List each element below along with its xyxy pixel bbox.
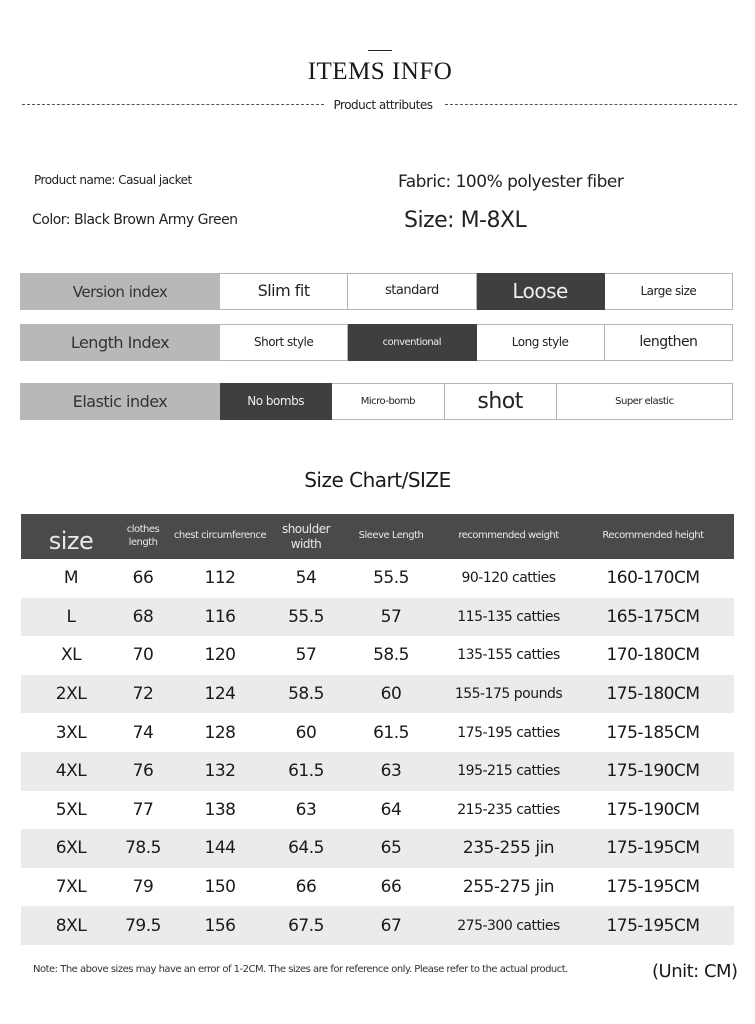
- cell-weight: 135-155 catties: [457, 647, 560, 664]
- size-chart-header-row: [21, 514, 734, 559]
- cell-weight: 235-255 jin: [445, 829, 572, 868]
- cell-weight: 215-235 catties: [457, 801, 560, 818]
- cell-clothes-length: 68: [121, 598, 165, 637]
- cell-size: 8XL: [21, 906, 121, 945]
- header-size: size: [21, 514, 121, 559]
- dashed-divider-right: [445, 104, 737, 105]
- cell-height: 160-170CM: [606, 568, 700, 589]
- cell-clothes-length: 70: [132, 645, 154, 666]
- cell-height: 170-180CM: [606, 645, 700, 666]
- header-sleeve-length: Sleeve Length: [337, 514, 445, 559]
- title-accent-line: [368, 50, 392, 51]
- cell-size: L: [21, 598, 121, 637]
- cell-size: 7XL: [55, 877, 87, 898]
- cell-height: 175-180CM: [572, 675, 734, 714]
- cell-sleeve: 63: [337, 752, 445, 791]
- cell-clothes-length: 74: [132, 722, 154, 743]
- size-chart-table: [21, 514, 734, 945]
- cell-shoulder: 63: [295, 799, 317, 820]
- cell-shoulder: 57: [295, 645, 317, 666]
- length-index-label: Length Index: [20, 324, 220, 361]
- unit-label: (Unit: CM): [652, 961, 738, 982]
- product-name: Product name: Casual jacket: [34, 173, 192, 187]
- elastic-option-super-elastic: Super elastic: [557, 383, 733, 420]
- cell-clothes-length: 78.5: [121, 829, 165, 868]
- cell-sleeve: 57: [337, 598, 445, 637]
- length-option-short-style: Short style: [220, 324, 348, 361]
- section-subtitle: Product attributes: [333, 98, 433, 112]
- table-row: [21, 791, 734, 830]
- version-index-label: Version index: [20, 273, 220, 310]
- header-shoulder-width: shoulder width: [275, 514, 337, 559]
- cell-clothes-length: 66: [132, 568, 154, 589]
- cell-height: 165-175CM: [572, 598, 734, 637]
- version-option-slim-fit: Slim fit: [220, 273, 348, 310]
- cell-shoulder: 61.5: [275, 752, 337, 791]
- cell-shoulder: 64.5: [275, 829, 337, 868]
- cell-size: 6XL: [21, 829, 121, 868]
- cell-chest: 124: [165, 675, 275, 714]
- cell-height: 175-190CM: [572, 752, 734, 791]
- cell-chest: 144: [165, 829, 275, 868]
- cell-sleeve: 67: [337, 906, 445, 945]
- header-chest-circumference: chest circumference: [165, 514, 275, 559]
- length-option-conventional-selected: conventional: [348, 324, 476, 361]
- elastic-option-shot: shot: [445, 383, 557, 420]
- size-chart-title: Size Chart/SIZE: [304, 468, 451, 492]
- cell-weight: 175-195 catties: [457, 724, 560, 741]
- elastic-option-no-bombs-selected: No bombs: [220, 383, 332, 420]
- cell-shoulder: 67.5: [275, 906, 337, 945]
- cell-weight: 155-175 pounds: [445, 675, 572, 714]
- cell-size: M: [63, 568, 79, 589]
- cell-shoulder: 54: [295, 568, 317, 589]
- product-size-range: Size: M-8XL: [404, 208, 527, 233]
- table-row: [21, 636, 734, 675]
- cell-shoulder: 66: [295, 877, 317, 898]
- length-option-long-style: Long style: [477, 324, 605, 361]
- cell-clothes-length: 76: [121, 752, 165, 791]
- cell-chest: 132: [165, 752, 275, 791]
- cell-size: 4XL: [21, 752, 121, 791]
- product-fabric: Fabric: 100% polyester fiber: [398, 172, 624, 192]
- cell-weight: 90-120 catties: [461, 570, 556, 587]
- cell-chest: 116: [165, 598, 275, 637]
- cell-shoulder: 60: [295, 722, 317, 743]
- cell-weight: 195-215 catties: [445, 752, 572, 791]
- cell-sleeve: 64: [380, 799, 402, 820]
- cell-chest: 120: [204, 645, 236, 666]
- version-option-loose-selected: Loose: [477, 273, 605, 310]
- version-option-standard: standard: [348, 273, 476, 310]
- cell-shoulder: 58.5: [275, 675, 337, 714]
- table-row: [21, 906, 734, 945]
- table-row: [21, 752, 734, 791]
- table-row: [21, 829, 734, 868]
- cell-size: XL: [60, 645, 82, 666]
- cell-size: 2XL: [21, 675, 121, 714]
- header-recommended-height: Recommended height: [572, 514, 734, 559]
- cell-height: 175-195CM: [572, 906, 734, 945]
- cell-sleeve: 55.5: [373, 568, 409, 589]
- header-recommended-weight: recommended weight: [445, 514, 572, 559]
- cell-clothes-length: 79: [132, 877, 154, 898]
- header-clothes-length: clothes length: [121, 514, 165, 559]
- version-index-row: [20, 273, 733, 310]
- cell-height: 175-195CM: [606, 877, 700, 898]
- cell-clothes-length: 79.5: [121, 906, 165, 945]
- cell-chest: 128: [204, 722, 236, 743]
- cell-size: 3XL: [55, 722, 87, 743]
- cell-sleeve: 60: [337, 675, 445, 714]
- cell-height: 175-190CM: [606, 799, 700, 820]
- cell-chest: 112: [204, 568, 236, 589]
- cell-weight: 115-135 catties: [445, 598, 572, 637]
- elastic-index-label: Elastic index: [20, 383, 220, 420]
- page-title: ITEMS INFO: [307, 58, 453, 85]
- cell-size: 5XL: [55, 799, 87, 820]
- table-row: [21, 675, 734, 714]
- cell-weight: 255-275 jin: [462, 877, 555, 898]
- cell-sleeve: 58.5: [373, 645, 409, 666]
- length-option-lengthen: lengthen: [605, 324, 733, 361]
- cell-sleeve: 65: [337, 829, 445, 868]
- cell-sleeve: 61.5: [373, 722, 409, 743]
- cell-shoulder: 55.5: [275, 598, 337, 637]
- footnote: Note: The above sizes may have an error of 1-2CM. The sizes are for reference only. Please refer to the actual product.: [33, 964, 568, 975]
- product-color: Color: Black Brown Army Green: [32, 212, 238, 228]
- cell-chest: 156: [165, 906, 275, 945]
- cell-sleeve: 66: [380, 877, 402, 898]
- cell-clothes-length: 72: [121, 675, 165, 714]
- table-row: [21, 868, 734, 907]
- table-row: [21, 559, 734, 598]
- cell-chest: 138: [204, 799, 236, 820]
- elastic-option-micro-bomb: Micro-bomb: [332, 383, 444, 420]
- cell-height: 175-185CM: [606, 722, 700, 743]
- cell-weight: 275-300 catties: [445, 906, 572, 945]
- table-row: [21, 598, 734, 637]
- elastic-index-row: [20, 383, 733, 420]
- cell-height: 175-195CM: [572, 829, 734, 868]
- length-index-row: [20, 324, 733, 361]
- version-option-large-size: Large size: [605, 273, 733, 310]
- cell-clothes-length: 77: [132, 799, 154, 820]
- table-row: [21, 713, 734, 752]
- dashed-divider-left: [22, 104, 324, 105]
- cell-chest: 150: [204, 877, 236, 898]
